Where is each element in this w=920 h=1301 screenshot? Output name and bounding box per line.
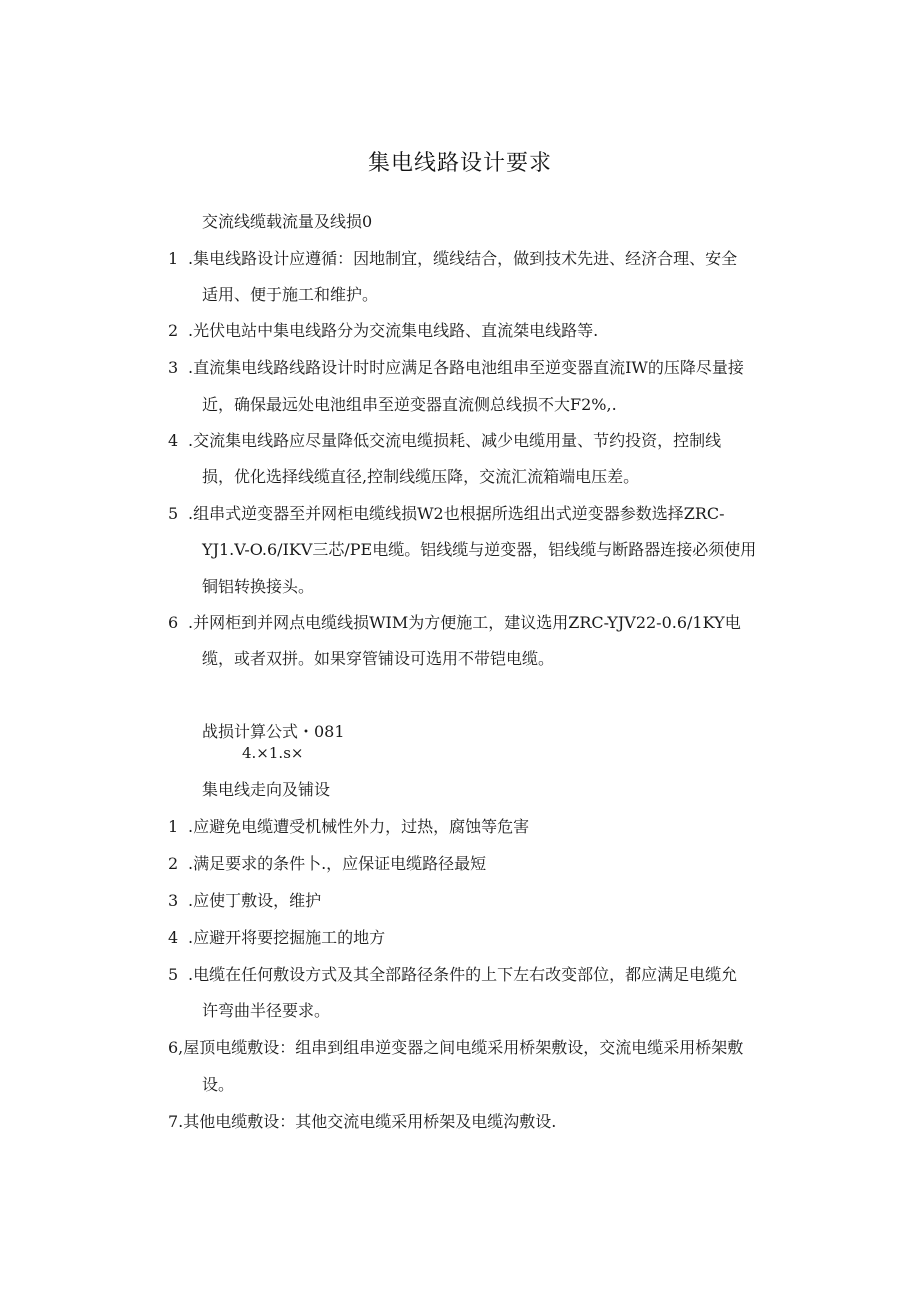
list-item: [168, 817, 529, 837]
list-item: [168, 928, 385, 948]
list-item: [168, 431, 721, 451]
page-title: 集电线路设计要求: [367, 151, 552, 176]
item-text: .满足要求的条件卜.，应保证电缆路径最短: [188, 854, 487, 873]
list-item: [168, 358, 744, 378]
section-heading-cable-loss: 交流线缆载流量及线损0: [202, 212, 373, 231]
list-item: [168, 504, 725, 524]
list-item: [168, 321, 598, 341]
item-text-continued: YJ1.V-O.6/IKV三芯/PE电缆。铝线缆与逆变器，铝线缆与断路器连接必须使用: [202, 540, 757, 559]
formula-label: 战损计算公式・081: [202, 722, 345, 741]
item-text-continued: 近，确保最远处电池组串至逆变器直流侧总线损不大F2%,.: [202, 395, 617, 414]
list-item: 7.其他电缆敷设：其他交流电缆采用桥架及电缆沟敷设.: [168, 1112, 557, 1131]
list-item: [168, 854, 486, 874]
item-text: .电缆在任何敷设方式及其全部路径条件的上下左右改变部位，都应满足电缆允: [188, 965, 738, 984]
item-text-continued: 许弯曲半径要求。: [202, 1001, 331, 1020]
list-item: [168, 613, 741, 633]
item-text: .直流集电线路线路设计时时应满足各路电池组串至逆变器直流IW的压降尽量接: [188, 358, 744, 377]
list-item: [168, 249, 737, 269]
item-number: 3: [168, 891, 179, 910]
item-number: 3: [168, 358, 179, 377]
item-number: 5: [168, 504, 179, 523]
list-item: [168, 891, 321, 911]
item-text: .应使丁敷设，维护: [188, 891, 322, 910]
item-number: 2: [168, 321, 179, 340]
item-text-continued: 适用、便于施工和维护。: [202, 285, 379, 304]
item-text: .组串式逆变器至并网柜电缆线损W2也根据所选组出式逆变器参数选择ZRC-: [188, 504, 725, 523]
item-text: .应避免电缆遭受机械性外力，过热，腐蚀等危害: [188, 817, 530, 836]
item-text: .并网柜到并网点电缆线损WIM为方便施工，建议选用ZRC-YJV22-0.6/1KY电: [188, 613, 741, 632]
item-number: 1: [168, 249, 179, 268]
formula-expression: 4.×1.s×: [242, 744, 304, 762]
item-text: .应避开将要挖掘施工的地方: [188, 928, 386, 947]
item-text-continued: 铜铝转换接头。: [202, 577, 315, 596]
item-number: 2: [168, 854, 179, 873]
item-text-continued: 损，优化选择线缆直径,控制线缆压降，交流汇流箱端电压差。: [202, 467, 640, 486]
item-text: .光伏电站中集电线路分为交流集电线路、直流桀电线路等.: [188, 321, 599, 340]
item-number: 6: [168, 613, 179, 632]
item-text-continued: 缆，或者双拼。如果穿管铺设可选用不带铠电缆。: [202, 649, 555, 668]
item-text-continued: 设。: [202, 1075, 235, 1094]
item-number: 1: [168, 817, 179, 836]
list-item: [168, 965, 737, 985]
item-text: .交流集电线路应尽量降低交流电缆损耗、减少电缆用量、节约投资，控制线: [188, 431, 722, 450]
item-number: 4: [168, 928, 179, 947]
item-number: 5: [168, 965, 179, 984]
section-heading-routing: 集电线走向及铺设: [202, 780, 331, 799]
item-text: .集电线路设计应遵循：因地制宜，缆线结合，做到技术先进、经济合理、安全: [188, 249, 738, 268]
item-number: 4: [168, 431, 179, 450]
list-item: 6,屋顶电缆敷设：组串到组串逆变器之间电缆采用桥架敷设，交流电缆采用桥架敷: [168, 1038, 744, 1057]
